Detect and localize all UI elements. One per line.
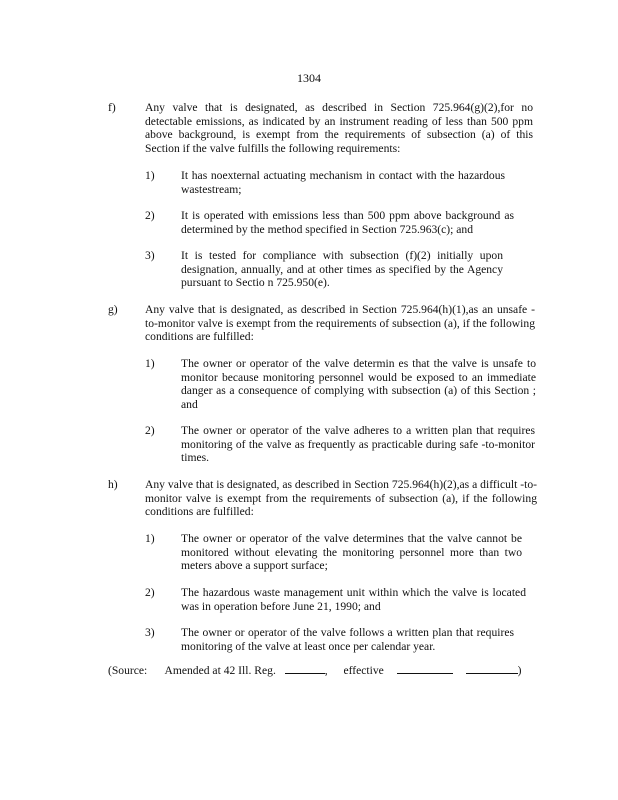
subitem-text: The owner or operator of the valve follows a written plan that requires monitoring of the valve at least once per calendar year. [181,626,514,653]
item-text: Any valve that is designated, as described in Section 725.964(h)(1),as an unsafe -to-monitor valve is exempt from the requirements of subsection (a), if the following conditions are fulfilled: [145,303,535,344]
source-open: (Source: [108,664,148,677]
item-label: h) [108,478,118,491]
subitem-label: 2) [145,586,155,599]
subitem-text: It has noexternal actuating mechanism in contact with the hazardous wastestream; [181,169,505,196]
subitem-text: The owner or operator of the valve determines that the valve cannot be monitored without elevating the monitoring personnel more than two meters above a support surface; [181,532,522,573]
subitem-label: 3) [145,626,155,639]
item-text: Any valve that is designated, as described in Section 725.964(g)(2),for no detectable emissions, as indicated by an instrument reading of less than 500 ppm above background, is exempt from the requirements of subsection (a) of this Section if the valve fulfills the following requirements: [145,101,533,155]
effective-year-blank [466,663,518,674]
register-volume-blank [285,663,325,674]
item-label: f) [108,101,116,114]
page-number: 1304 [297,71,321,85]
subitem-label: 2) [145,209,155,222]
subitem-label: 1) [145,169,155,182]
subitem-label: 2) [145,424,155,437]
subitem-label: 3) [145,249,155,262]
source-amended: Amended at 42 Ill. Reg. [164,664,276,677]
effective-date-blank [397,663,453,674]
subitem-text: It is operated with emissions less than 500 ppm above background as determined by the method specified in Section 725.963(c); and [181,209,514,236]
subitem-text: The hazardous waste management unit within which the valve is located was in operation before June 21, 1990; and [181,586,526,613]
source-effective: effective [343,664,384,677]
source-close: ) [517,664,522,677]
subitem-text: The owner or operator of the valve adheres to a written plan that requires monitoring of the valve as frequently as practicable during safe -to-monitor times. [181,424,535,465]
item-label: g) [108,303,118,316]
source-note [108,663,522,678]
subitem-label: 1) [145,357,155,370]
subitem-label: 1) [145,532,155,545]
subitem-text: The owner or operator of the valve determin es that the valve is unsafe to monitor because monitoring personnel would be exposed to an immediate danger as a consequence of complying with subsection (a) of this Section ; and [181,357,536,411]
subitem-text: It is tested for compliance with subsection (f)(2) initially upon designation, annually, and at other times as specified by the Agency pursuant to Sectio n 725.950(e). [181,249,503,290]
item-text: Any valve that is designated, as described in Section 725.964(h)(2),as a difficult -to-monitor valve is exempt from the requirements of subsection (a), if the following conditions are fulfilled: [145,478,537,519]
source-comma: , [324,664,328,677]
